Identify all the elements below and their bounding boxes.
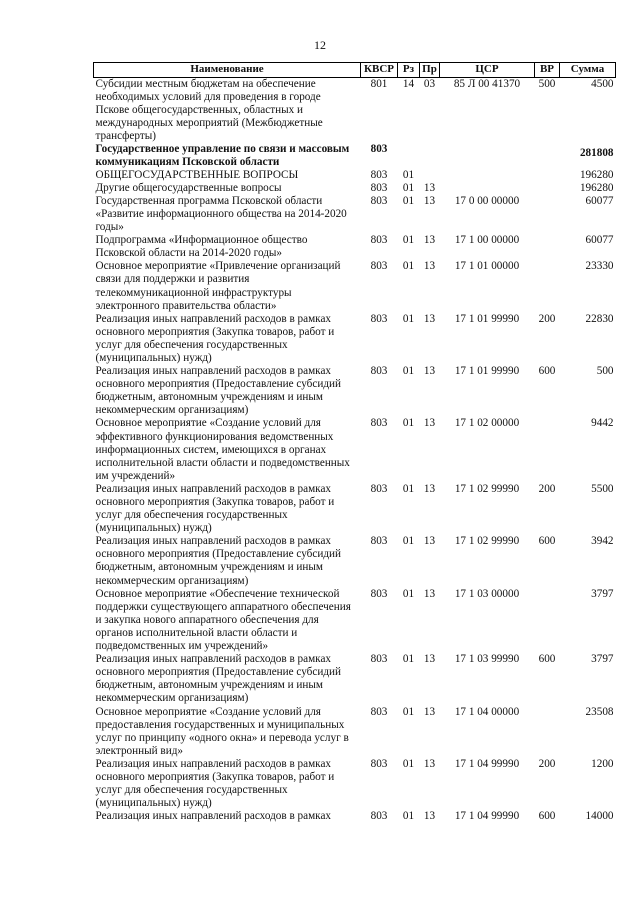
cell-vr: [535, 234, 560, 260]
cell-csr: 17 1 01 99990: [454, 312, 520, 325]
cell-sum: 196280: [579, 168, 614, 181]
cell-kvsr: 803: [370, 705, 388, 718]
cell-csr: 17 1 00 00000: [454, 234, 520, 247]
cell-csr: 17 1 04 00000: [454, 705, 520, 718]
cell-name: Основное мероприятие «Обеспечение технической поддержки существующего аппаратного обеспечения и закупка нового аппаратного обеспечения для органов исполнительной власти области и подведомственных им учреждений»: [95, 587, 351, 653]
cell-pr: 13: [423, 365, 436, 378]
cell-kvsr: 803: [370, 482, 388, 495]
cell-pr: 13: [423, 181, 436, 194]
cell-pr: 13: [423, 587, 436, 600]
table-row: [94, 417, 616, 482]
cell-vr: 200: [538, 312, 556, 325]
cell-csr: 17 0 00 00000: [454, 194, 520, 207]
cell-name: Государственное управление по связи и массовым коммуникациям Псковской области: [95, 143, 350, 169]
table-header: [94, 63, 616, 78]
cell-csr: 17 1 01 99990: [454, 365, 520, 378]
cell-kvsr: 801: [370, 78, 388, 90]
cell-sum: 9442: [591, 417, 614, 430]
cell-name: Реализация иных направлений расходов в рамках основного мероприятия (Предоставление субсидий бюджетным, автономным учреждениям и иным некоммерческим организациям): [95, 365, 341, 417]
cell-csr: 17 1 04 99990: [454, 757, 520, 770]
cell-kvsr: 803: [370, 417, 388, 430]
page-number: 12: [314, 38, 326, 52]
cell-rz: 01: [402, 365, 415, 378]
cell-rz: 01: [402, 260, 415, 273]
table-row: [94, 182, 616, 195]
table-row: [94, 810, 616, 823]
cell-pr: 13: [423, 810, 436, 823]
header-name: Наименование: [94, 63, 361, 78]
cell-name: Подпрограмма «Информационное общество Псковской области на 2014-2020 годы»: [95, 234, 308, 260]
cell-pr: 13: [423, 705, 436, 718]
cell-name: Субсидии местным бюджетам на обеспечение необходимых условий для проведения в городе Пскове общегосударственных, областных и международных мероприятий (Межбюджетные трансферты): [95, 78, 323, 143]
cell-pr: 13: [423, 482, 436, 495]
cell-sum: 281808: [579, 147, 614, 160]
cell-rz: 01: [402, 535, 415, 548]
cell-vr: 200: [538, 482, 556, 495]
cell-rz: 01: [402, 705, 415, 718]
cell-kvsr: 803: [370, 143, 388, 156]
cell-csr: 17 1 02 99990: [454, 535, 520, 548]
cell-pr: 13: [423, 260, 436, 273]
cell-vr: 600: [538, 810, 556, 823]
header-csr: ЦСР: [440, 63, 535, 78]
table-row: [94, 313, 616, 365]
table-row: [94, 234, 616, 260]
cell-csr: 17 1 02 00000: [454, 417, 520, 430]
cell-name: Другие общегосударственные вопросы: [95, 181, 282, 194]
cell-name: Основное мероприятие «Создание условий для предоставления государственных и муниципальных услуг по принципу «одного окна» и перевода услуг в электронный вид»: [95, 705, 349, 757]
cell-vr: [535, 195, 560, 234]
cell-rz: 01: [402, 757, 415, 770]
cell-vr: 500: [538, 78, 556, 90]
cell-name: Реализация иных направлений расходов в рамках основного мероприятия (Предоставление субсидий бюджетным, автономным учреждениям и иным некоммерческим организациям): [95, 653, 341, 705]
table-row: [94, 78, 616, 144]
cell-sum: 23330: [585, 260, 614, 273]
cell-rz: [398, 143, 420, 168]
cell-rz: 01: [402, 653, 415, 666]
table-row: [94, 706, 616, 758]
cell-vr: 200: [538, 757, 556, 770]
cell-pr: 13: [423, 653, 436, 666]
cell-kvsr: 803: [370, 168, 388, 181]
cell-name: Реализация иных направлений расходов в рамках основного мероприятия (Закупка товаров, работ и услуг для обеспечения государственных (муниципальных) нужд): [95, 482, 335, 535]
cell-kvsr: 803: [370, 587, 388, 600]
cell-kvsr: 803: [370, 365, 388, 378]
table-row: [94, 535, 616, 587]
cell-pr: [420, 143, 440, 168]
cell-csr: [440, 169, 535, 182]
cell-sum: 1200: [591, 757, 614, 770]
cell-rz: 01: [402, 810, 415, 823]
table-row: [94, 483, 616, 535]
cell-vr: [535, 143, 560, 168]
cell-pr: 13: [423, 234, 436, 247]
table-row: [94, 143, 616, 168]
cell-kvsr: 803: [370, 810, 388, 823]
header-vr: ВР: [535, 63, 560, 78]
header-rz: Рз: [398, 63, 420, 78]
cell-kvsr: 803: [370, 181, 388, 194]
table-row: [94, 758, 616, 810]
header-sum: Сумма: [560, 63, 616, 78]
cell-sum: 22830: [585, 312, 614, 325]
cell-sum: 196280: [579, 181, 614, 194]
cell-vr: [535, 588, 560, 653]
cell-rz: 14: [402, 78, 415, 90]
cell-kvsr: 803: [370, 260, 388, 273]
cell-name: Основное мероприятие «Создание условий для эффективного функционирования ведомственных информационных систем, имеющихся в органах исполнительной власти области и подведомственных им учреждений»: [95, 417, 350, 482]
cell-csr: 85 Л 00 41370: [453, 78, 521, 90]
cell-vr: 600: [538, 653, 556, 666]
cell-pr: 13: [423, 194, 436, 207]
cell-sum: 500: [596, 365, 614, 378]
budget-table: [93, 62, 616, 823]
table-row: [94, 260, 616, 312]
header-kvsr: КВСР: [361, 63, 398, 78]
cell-sum: 3942: [591, 535, 614, 548]
table-row: [94, 653, 616, 705]
cell-vr: [535, 260, 560, 312]
cell-sum: 3797: [591, 653, 614, 666]
cell-kvsr: 803: [370, 653, 388, 666]
cell-pr: [420, 169, 440, 182]
cell-vr: [535, 706, 560, 758]
table-row: [94, 169, 616, 182]
cell-csr: 17 1 04 99990: [454, 810, 520, 823]
cell-csr: [440, 143, 535, 168]
cell-name: Реализация иных направлений расходов в рамках основного мероприятия (Предоставление субсидий бюджетным, автономным учреждениям и иным некоммерческим организациям): [95, 535, 341, 587]
header-row: [94, 63, 616, 78]
cell-pr: 13: [423, 535, 436, 548]
cell-kvsr: 803: [370, 234, 388, 247]
cell-rz: 01: [402, 482, 415, 495]
cell-rz: 01: [402, 312, 415, 325]
cell-rz: 01: [402, 234, 415, 247]
cell-sum: 4500: [591, 78, 614, 90]
cell-sum: 5500: [591, 482, 614, 495]
cell-vr: [535, 417, 560, 482]
cell-kvsr: 803: [370, 757, 388, 770]
table-row: [94, 195, 616, 234]
cell-rz: 01: [402, 587, 415, 600]
cell-vr: [535, 169, 560, 182]
cell-name: ОБЩЕГОСУДАРСТВЕННЫЕ ВОПРОСЫ: [95, 168, 299, 181]
cell-rz: 01: [402, 417, 415, 430]
table-body: [94, 78, 616, 824]
cell-name: Реализация иных направлений расходов в рамках: [95, 810, 332, 823]
cell-csr: 17 1 03 00000: [454, 587, 520, 600]
cell-sum: 60077: [585, 234, 614, 247]
cell-vr: 600: [538, 535, 556, 548]
cell-kvsr: 803: [370, 535, 388, 548]
cell-csr: 17 1 03 99990: [454, 653, 520, 666]
cell-rz: 01: [402, 181, 415, 194]
cell-vr: 600: [538, 365, 556, 378]
cell-sum: 60077: [585, 194, 614, 207]
cell-csr: [440, 182, 535, 195]
cell-kvsr: 803: [370, 312, 388, 325]
cell-vr: [535, 182, 560, 195]
cell-rz: 01: [402, 194, 415, 207]
cell-pr: 03: [423, 78, 436, 90]
cell-rz: 01: [402, 168, 415, 181]
table-row: [94, 588, 616, 653]
cell-pr: 13: [423, 757, 436, 770]
cell-name: Государственная программа Псковской области «Развитие информационного общества на 2014-2020 годы»: [95, 194, 347, 234]
cell-pr: 13: [423, 417, 436, 430]
cell-sum: 23508: [585, 705, 614, 718]
cell-name: Основное мероприятие «Привлечение организаций связи для поддержки и развития телекоммуникационной инфраструктуры электронного правительства области»: [95, 260, 341, 312]
table-row: [94, 365, 616, 417]
header-pr: Пр: [420, 63, 440, 78]
cell-kvsr: 803: [370, 194, 388, 207]
cell-csr: 17 1 01 00000: [454, 260, 520, 273]
cell-name: Реализация иных направлений расходов в рамках основного мероприятия (Закупка товаров, работ и услуг для обеспечения государственных (муниципальных) нужд): [95, 312, 335, 364]
cell-pr: 13: [423, 312, 436, 325]
cell-sum: 14000: [585, 810, 614, 823]
cell-csr: 17 1 02 99990: [454, 482, 520, 495]
cell-sum: 3797: [591, 587, 614, 600]
cell-name: Реализация иных направлений расходов в рамках основного мероприятия (Закупка товаров, работ и услуг для обеспечения государственных (муниципальных) нужд): [95, 757, 335, 810]
